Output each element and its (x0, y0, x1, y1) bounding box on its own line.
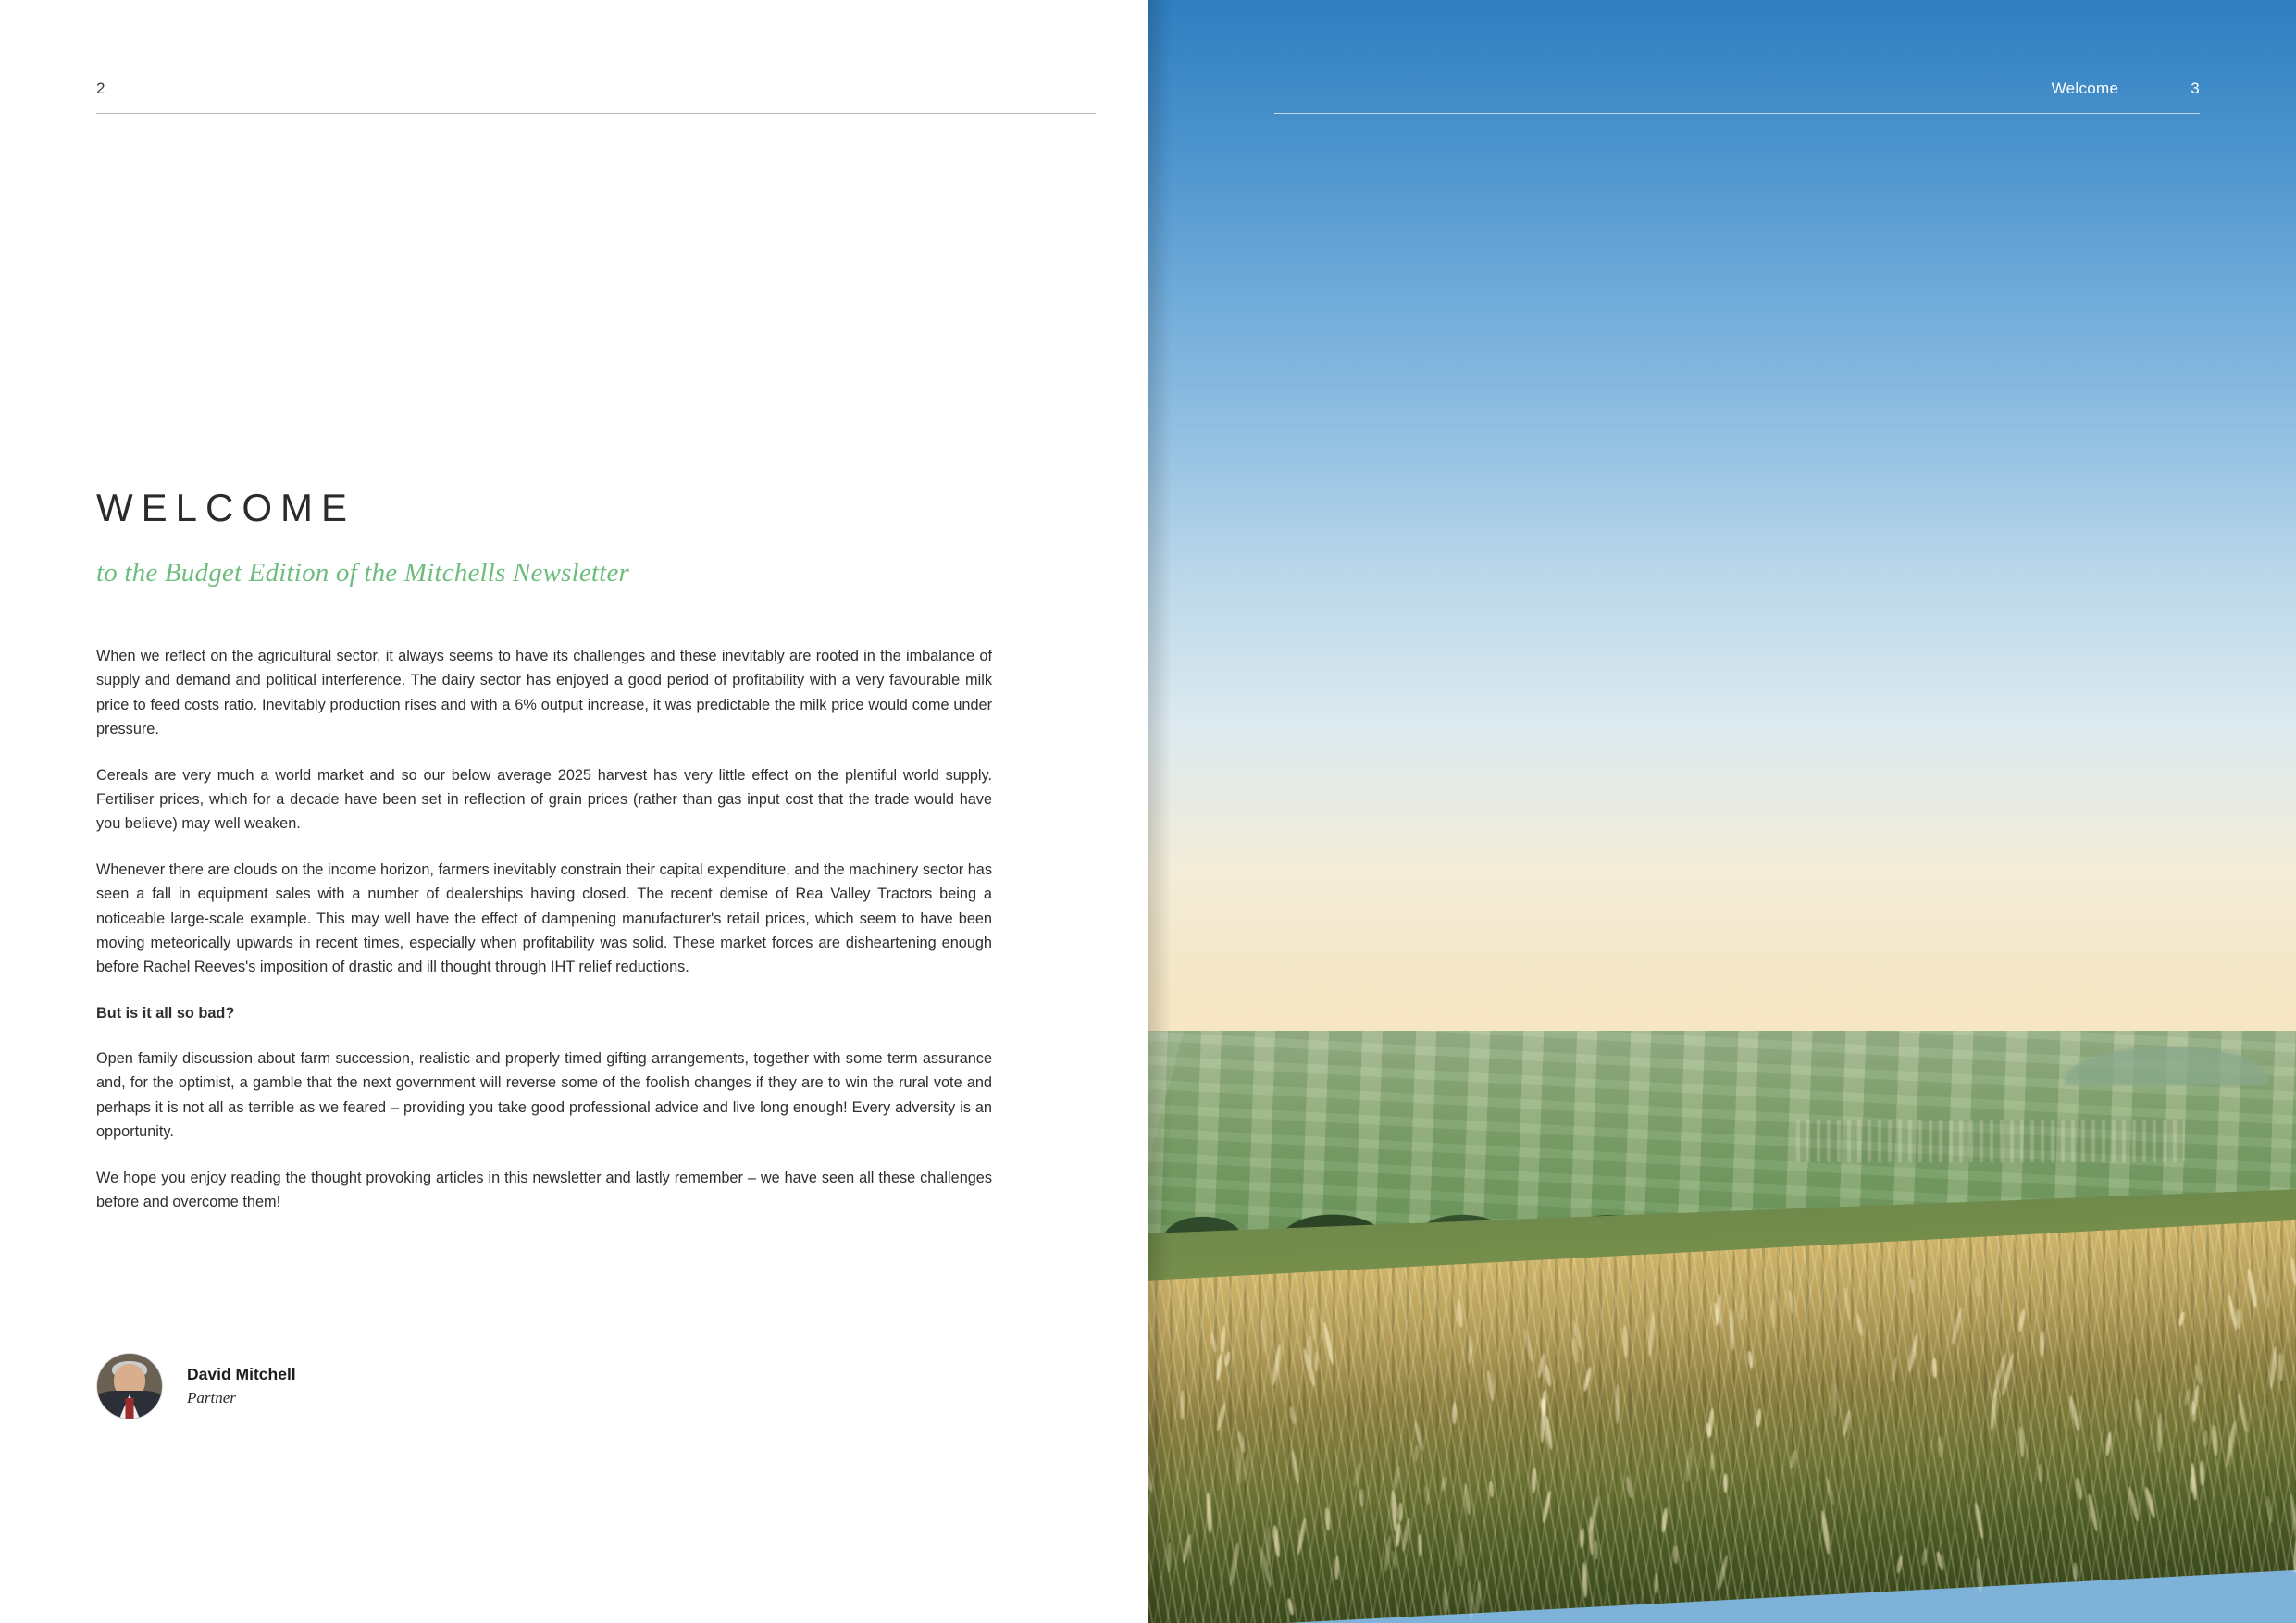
author-role: Partner (187, 1389, 236, 1407)
page-subtitle: to the Budget Edition of the Mitchells Newsletter (96, 558, 630, 588)
sky (1148, 0, 2296, 1039)
grass-seedhead (1931, 1357, 1937, 1378)
welcome-article (96, 486, 992, 1235)
foreground-grass (1148, 1218, 2296, 1623)
body-subheading: But is it all so bad? (96, 1004, 235, 1022)
right-page (1148, 0, 2296, 1623)
body-paragraph: We hope you enjoy reading the thought provoking articles in this newsletter and lastly remember – we have seen all these challenges before and overcome them! (96, 1169, 992, 1211)
grass-seedhead (1579, 1528, 1584, 1548)
grass-texture (1148, 1218, 2296, 1623)
running-head-left (96, 80, 1096, 114)
grass-seedhead (2199, 1460, 2204, 1486)
section-name: Welcome (2051, 80, 2119, 97)
body-paragraph: When we reflect on the agricultural sector, it always seems to have its challenges and these inevitably are rooted in the imbalance of supply and demand and political interference. The dairy sector has enjoyed a good period of profitability with a very favourable milk price to feed costs ratio. Inevitably production rises and with a 6% output increase, it was predictable the milk price would come under pressure. (96, 648, 992, 738)
page-number-right: 3 (2191, 80, 2200, 97)
avatar (96, 1353, 163, 1419)
avatar-tie (126, 1398, 134, 1419)
grass-seedhead (1771, 1298, 1776, 1328)
body-paragraph: Open family discussion about farm succession, realistic and properly timed gifting arrangements, together with some term assurance and, for the optimist, a gamble that the next government will reverse some of the foolish changes if they are to win the rural vote and perhaps it is not all as terrible as we feared – providing you take good professional advice and live long enough! Every adversity is an opportunity. (96, 1050, 992, 1141)
grass-seedhead (1397, 1502, 1402, 1522)
running-head-right (1274, 80, 2200, 114)
page-number-left: 2 (96, 80, 105, 97)
body-paragraph: Cereals are very much a world market and so our below average 2025 harvest has very little effect on the plentiful world supply. Fertiliser prices, which for a decade have been set in reflection of grain prices (rather than gas input cost that the trade would have you believe) may well weaken. (96, 766, 992, 833)
landscape-photo (1148, 0, 2296, 1623)
grass-seedhead (1710, 1453, 1716, 1471)
grass-seedhead (1314, 1350, 1319, 1370)
grass-seedhead (1458, 1531, 1463, 1567)
author-signature (96, 1353, 296, 1419)
distant-town (1796, 1120, 2185, 1162)
author-details (187, 1362, 296, 1410)
page-title: WELCOME (96, 486, 356, 529)
grass-seedhead (1452, 1402, 1457, 1424)
body-paragraph: Whenever there are clouds on the income horizon, farmers inevitably constrain their capital expenditure, and the machinery sector has seen a fall in equipment sales with a number of dealerships having closed. The recent demise of Rea Valley Tractors being a noticeable large-scale example. This may well have the effect of dampening manufacturer's retail prices, which seem to have been moving meteorically upwards in recent times, especially when profitability was solid. These market forces are disheartening enough before Rachel Reeves's imposition of drastic and ill thought through IHT relief reductions. (96, 861, 992, 976)
author-name: David Mitchell (187, 1365, 296, 1384)
